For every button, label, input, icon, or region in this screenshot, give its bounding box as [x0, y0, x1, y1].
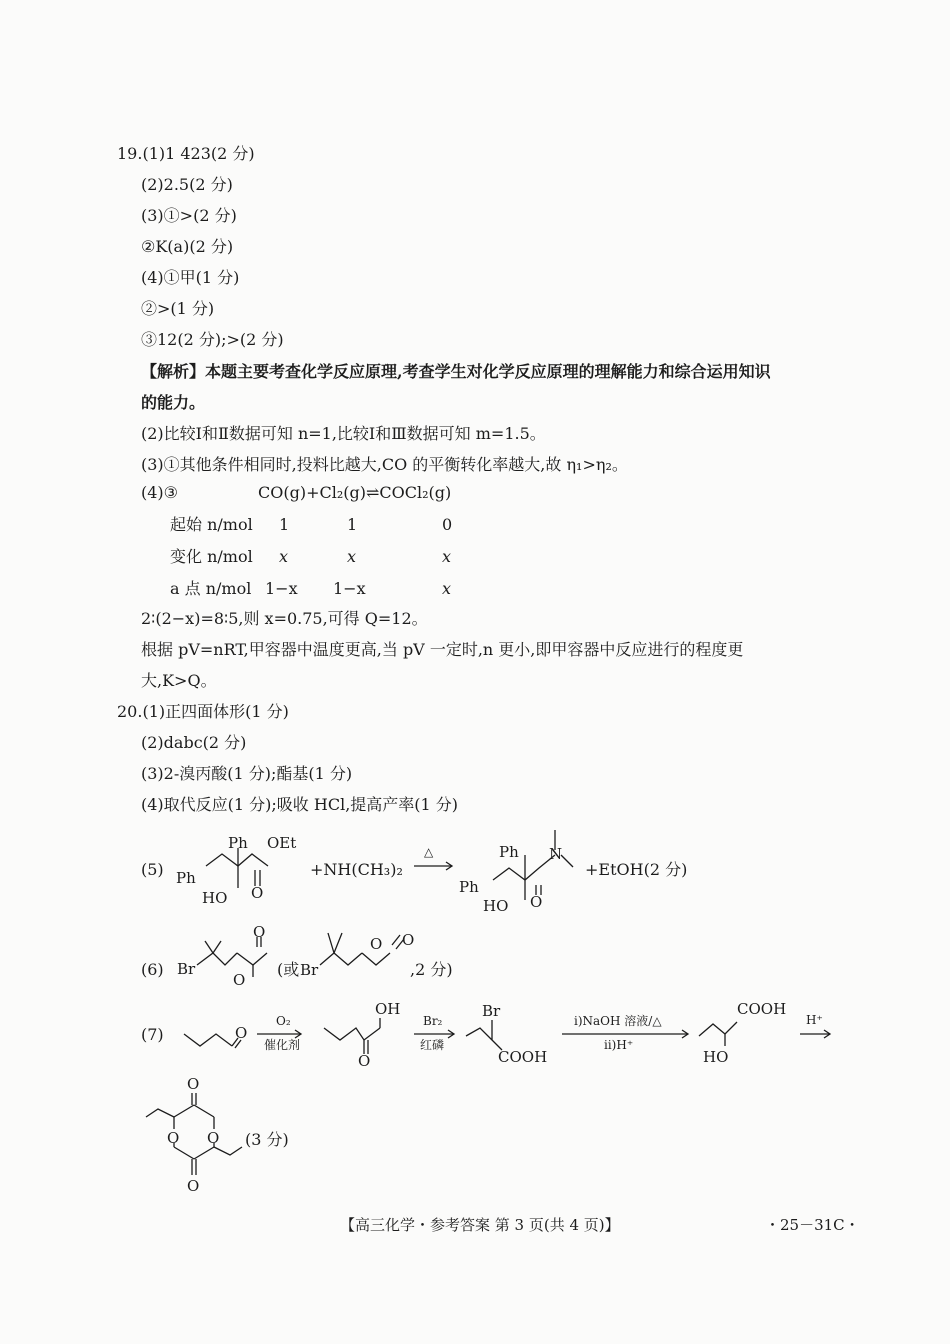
reactant-structure: [170, 828, 320, 908]
ice-row-2-cl2: x: [347, 547, 357, 566]
ester-structure-1: [175, 925, 285, 990]
q20-answer-3: (3)2-溴丙酸(1 分);酯基(1 分): [141, 764, 353, 783]
heat-arrow: [412, 852, 458, 872]
arrow-cyclization: [798, 1028, 834, 1042]
equilibrium-equation: CO(g)+Cl₂(g)⇌COCl₂(g): [258, 483, 452, 502]
ester1-carbonyl-o: O: [253, 923, 266, 941]
or-text: (或: [277, 960, 300, 979]
q19-reason-line-1: 根据 pV=nRT,甲容器中温度更高,当 pV 一定时,n 更小,即甲容器中反应进行的程度更: [141, 640, 744, 659]
ice-row-1-cl2: 1: [347, 515, 358, 534]
diester-o-left: O: [167, 1129, 180, 1147]
cyclic-diester-structure: [140, 1075, 250, 1200]
ester2-br: Br: [300, 961, 319, 979]
q19-header: 19.(1)1 423(2 分): [117, 144, 255, 163]
arrow-oxidation-top: O₂: [276, 1014, 291, 1028]
q19-explanation-2: (2)比较Ⅰ和Ⅱ数据可知 n=1,比较Ⅰ和Ⅲ数据可知 m=1.5。: [141, 424, 546, 443]
byproduct-etoh: +EtOH(2 分): [585, 860, 688, 879]
hydroxybutanoic-acid-cooh: COOH: [737, 1000, 787, 1018]
product-amide-structure: [455, 825, 585, 920]
q19-answer-2: (2)2.5(2 分): [141, 175, 233, 194]
diester-o-right: O: [207, 1129, 220, 1147]
q20-answer-5-label: (5): [141, 860, 164, 879]
arrow-cyclization-top: H⁺: [806, 1013, 823, 1027]
ester2-carbonyl-o: O: [402, 931, 415, 949]
reactant-ph-top: Ph: [228, 834, 248, 852]
ice-row-2-cocl2: x: [442, 547, 452, 566]
bromobutanoic-acid-cooh: COOH: [498, 1048, 548, 1066]
reagent-dimethylamine: +NH(CH₃)₂: [310, 860, 403, 879]
q19-answer-4-1: (4)①甲(1 分): [141, 268, 240, 287]
q20-answer-6-score: ,2 分): [410, 960, 453, 979]
ice-row-2-label: 变化 n/mol: [170, 547, 253, 566]
ice-row-1-label: 起始 n/mol: [170, 515, 253, 534]
ester1-br: Br: [177, 960, 196, 978]
q19-answer-4-2: ②>(1 分): [141, 299, 215, 318]
q19-analysis-line-2: 的能力。: [141, 393, 206, 412]
bromobutanoic-acid-structure: [462, 998, 562, 1070]
arrow-hydrolysis-bottom: ⅱ)H⁺: [604, 1038, 634, 1052]
ice-row-1-cocl2: 0: [442, 515, 453, 534]
q20-answer-7-label: (7): [141, 1025, 164, 1044]
ice-row-2-co: x: [279, 547, 289, 566]
ice-row-3-label: a 点 n/mol: [170, 579, 252, 598]
product-ho: HO: [483, 897, 509, 915]
product-carbonyl-o: O: [530, 893, 543, 911]
product-ph-top: Ph: [499, 843, 519, 861]
q20-header: 20.(1)正四面体形(1 分): [117, 702, 289, 721]
q19-analysis-line-1: 【解析】本题主要考查化学反应原理,考查学生对化学反应原理的理解能力和综合运用知识: [141, 362, 771, 381]
butanoic-acid-structure: [320, 998, 410, 1068]
arrow-oxidation-bottom: 催化剂: [264, 1038, 301, 1052]
footer-code: ・25－31C・: [765, 1216, 860, 1234]
arrow-hydrolysis-top: ⅰ)NaOH 溶液/△: [574, 1014, 662, 1028]
bromobutanoic-acid-br: Br: [482, 1002, 501, 1020]
ice-row-3-cl2: 1−x: [333, 579, 366, 598]
q19-answer-4-3: ③12(2 分);>(2 分): [141, 330, 284, 349]
q20-answer-7-score: (3 分): [245, 1130, 289, 1149]
product-n: N: [549, 845, 563, 863]
butanal-o: O: [235, 1024, 248, 1042]
butanoic-acid-o: O: [358, 1052, 371, 1070]
reactant-oet: OEt: [267, 834, 297, 852]
q19-answer-3-1: (3)①>(2 分): [141, 206, 237, 225]
heat-condition: △: [424, 845, 434, 859]
hydroxybutanoic-acid-ho: HO: [703, 1048, 729, 1066]
reactant-ph-left: Ph: [176, 869, 196, 887]
reactant-ho: HO: [202, 889, 228, 907]
ice-row-3-cocl2: x: [442, 579, 452, 598]
q20-answer-2: (2)dabc(2 分): [141, 733, 247, 752]
q19-answer-3-2: ②K(a)(2 分): [141, 237, 234, 256]
diester-o-top: O: [187, 1075, 200, 1093]
arrow-bromination-bottom: 红磷: [420, 1038, 445, 1052]
q19-calculation: 2∶(2−x)=8∶5,则 x=0.75,可得 Q=12。: [141, 609, 428, 628]
butanal-structure: [180, 1010, 255, 1060]
reactant-carbonyl-o: O: [251, 884, 264, 902]
diester-o-bottom: O: [187, 1177, 200, 1195]
product-ph-left: Ph: [459, 878, 479, 896]
q19-reason-line-2: 大,K>Q。: [141, 671, 217, 690]
butanoic-acid-oh: OH: [375, 1000, 401, 1018]
arrow-bromination-top: Br₂: [423, 1014, 443, 1028]
ester1-ether-o: O: [233, 971, 246, 989]
q19-explanation-3: (3)①其他条件相同时,投料比越大,CO 的平衡转化率越大,故 η₁>η₂。: [141, 455, 628, 474]
ice-row-3-co: 1−x: [265, 579, 298, 598]
hydroxybutanoic-acid-structure: [695, 998, 795, 1070]
ester2-ether-o: O: [370, 935, 383, 953]
footer-page-info: 【高三化学・参考答案 第 3 页(共 4 页)】: [340, 1216, 620, 1234]
q20-answer-4: (4)取代反应(1 分);吸收 HCl,提高产率(1 分): [141, 795, 459, 814]
ester-structure-2: [300, 925, 420, 985]
q19-explanation-4-label: (4)③: [141, 483, 179, 502]
ice-row-1-co: 1: [279, 515, 290, 534]
q20-answer-6-label: (6): [141, 960, 164, 979]
